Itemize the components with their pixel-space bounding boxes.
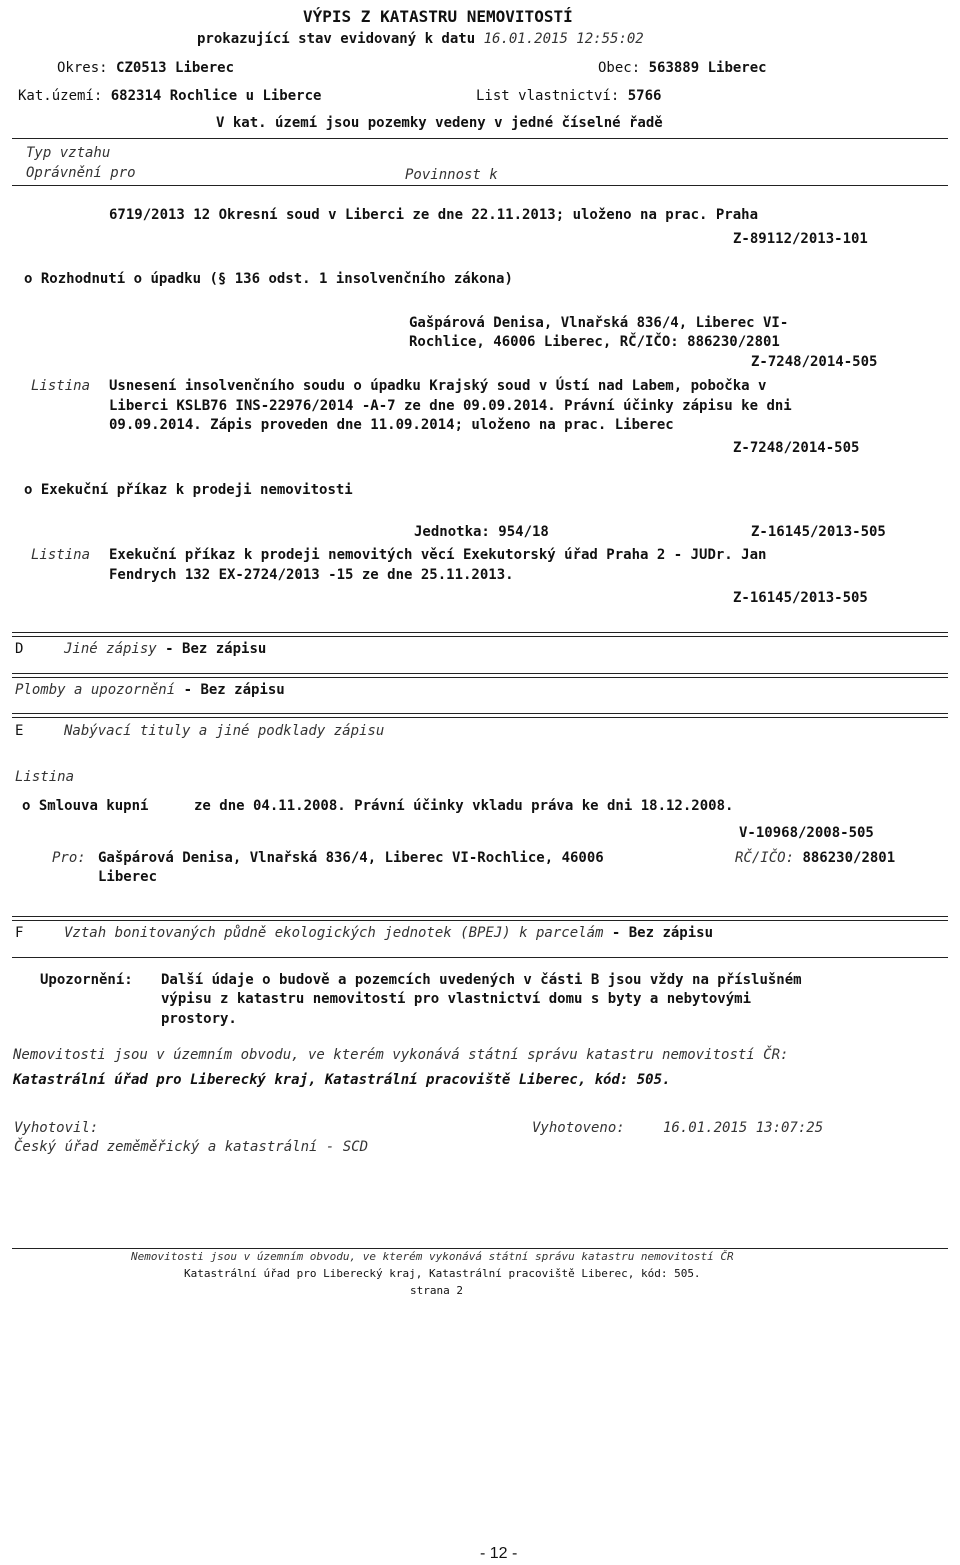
upozorneni-line2: výpisu z katastru nemovitostí pro vlastnictví domu s byty a nebytovými [161,991,752,1007]
obec [598,59,767,77]
section-e-rc [735,849,895,867]
okres [57,59,234,77]
document-title: VÝPIS Z KATASTRU NEMOVITOSTÍ [303,7,573,26]
section-e-item-title: Smlouva kupní [38,798,149,814]
section-d-status: - Bez zápisu [165,641,267,657]
entry3-listina-line1: Exekuční příkaz k prodeji nemovitých věcí Exekutorský úřad Praha 2 - JUDr. Jan [109,547,767,563]
obec-value: 563889 Liberec [648,60,767,76]
divider [12,673,948,678]
divider [12,185,948,186]
katuzemi-value: 682314 Rochlice u Liberce [110,88,322,104]
entry3-heading [24,481,353,499]
section-f-heading [64,924,713,942]
katuzemi [18,87,321,105]
okres-label: Okres: [57,60,108,76]
entry1-ref: Z-89112/2013-101 [733,231,868,247]
section-e-listina-label: Listina [15,769,75,785]
plomby-label: Plomby a upozornění [15,682,176,698]
obvod-line2: Katastrální úřad pro Liberecký kraj, Katastrální pracoviště Liberec, kód: 505. [13,1072,671,1088]
section-f-label: Vztah bonitovaných půdně ekologických jednotek (BPEJ) k parcelám [64,925,604,941]
vyhotoveno-value: 16.01.2015 13:07:25 [663,1120,824,1136]
entry2-ref2: Z-7248/2014-505 [733,440,860,456]
plomby-status: - Bez zápisu [183,682,285,698]
obvod-line1: Nemovitosti jsou v územním obvodu, ve kterém vykonává státní správu katastru nemovitostí ČR: [13,1047,789,1063]
bullet-icon: o [22,798,31,814]
section-e-rc-label: RČ/IČO: [735,850,795,866]
page-number: - 12 - [480,1545,518,1562]
divider [12,713,948,718]
katuzemi-label: Kat.území: [18,88,103,104]
vyhotoveno-label: Vyhotoveno: [532,1120,625,1136]
entry2-title: Rozhodnutí o úpadku (§ 136 odst. 1 insolvenčního zákona) [40,271,513,287]
column-povinnost: Povinnost k [405,167,498,183]
header-note: V kat. území jsou pozemky vedeny v jedné číselné řadě [216,115,663,131]
entry3-listina-line2: Fendrych 132 EX-2724/2013 -15 ze dne 25.11.2013. [109,567,514,583]
subtitle-prefix: prokazující stav evidovaný k datu [197,31,476,47]
vyhotovil-value: Český úřad zeměměřický a katastrální - SCD [14,1139,369,1155]
divider [12,632,948,637]
column-typ-vztahu: Typ vztahu [26,145,111,161]
section-e-rc-value: 886230/2801 [802,850,896,866]
entry3-listina-label: Listina [31,547,91,563]
section-e-pro-label: Pro: [52,850,86,866]
divider [12,916,948,921]
section-d-label: Jiné zápisy [64,641,157,657]
upozorneni-line1: Další údaje o budově a pozemcích uvedených v části B jsou vždy na příslušném [161,972,802,988]
list-vlastnictvi [476,87,661,105]
bullet-icon: o [24,482,33,498]
list-label: List vlastnictví: [476,88,620,104]
divider [12,138,948,139]
entry2-listina-line3: 09.09.2014. Zápis proveden dne 11.09.2014; uloženo na prac. Liberec [109,417,674,433]
footer-line2: Katastrální úřad pro Liberecký kraj, Katastrální pracoviště Liberec, kód: 505. [184,1267,701,1280]
column-opravneni: Oprávnění pro [26,165,136,181]
section-e-ref: V-10968/2008-505 [739,825,874,841]
section-d-heading [64,640,266,658]
entry2-heading [24,270,513,288]
entry2-person-line2: Rochlice, 46006 Liberec, RČ/IČO: 886230/2801 [409,334,780,350]
entry3-title: Exekuční příkaz k prodeji nemovitosti [40,482,353,498]
bullet-icon: o [24,271,33,287]
obec-label: Obec: [598,60,641,76]
divider [12,957,948,958]
entry1-line: 6719/2013 12 Okresní soud v Liberci ze dne 22.11.2013; uloženo na prac. Praha [109,207,759,223]
entry2-ref1: Z-7248/2014-505 [751,354,878,370]
upozorneni-label: Upozornění: [40,972,133,988]
section-e-pro-line1: Gašpárová Denisa, Vlnařská 836/4, Liberec VI-Rochlice, 46006 [98,850,604,866]
entry2-listina-line2: Liberci KSLB76 INS-22976/2014 -A-7 ze dne 09.09.2014. Právní účinky zápisu ke dni [109,398,792,414]
entry3-unit: Jednotka: 954/18 [414,524,549,540]
plomby-heading [15,681,285,699]
section-e-pro-line2: Liberec [98,869,158,885]
footer-divider [12,1248,948,1249]
vyhotovil-label: Vyhotovil: [14,1120,99,1136]
footer-line1: Nemovitosti jsou v územním obvodu, ve kterém vykonává státní správu katastru nemovitostí ČR [131,1250,734,1263]
document-subtitle [197,30,644,48]
section-e-item-rest: ze dne 04.11.2008. Právní účinky vkladu práva ke dni 18.12.2008. [194,798,734,814]
section-d-letter: D [15,641,24,657]
section-f-letter: F [15,925,24,941]
entry3-ref2: Z-16145/2013-505 [733,590,868,606]
entry2-listina-label: Listina [31,378,91,394]
section-e-item [22,797,148,815]
okres-value: CZ0513 Liberec [116,60,235,76]
section-e-letter: E [15,723,24,739]
entry2-person-line1: Gašpárová Denisa, Vlnařská 836/4, Liberec VI- [409,315,789,331]
list-value: 5766 [627,88,662,104]
entry2-listina-line1: Usnesení insolvenčního soudu o úpadku Krajský soud v Ústí nad Labem, pobočka v [109,378,767,394]
subtitle-date: 16.01.2015 12:55:02 [483,31,644,47]
entry3-ref1: Z-16145/2013-505 [751,524,886,540]
upozorneni-line3: prostory. [161,1011,237,1027]
section-e-label: Nabývací tituly a jiné podklady zápisu [64,723,385,739]
section-f-status: - Bez zápisu [611,925,714,941]
footer-page: strana 2 [410,1284,463,1297]
